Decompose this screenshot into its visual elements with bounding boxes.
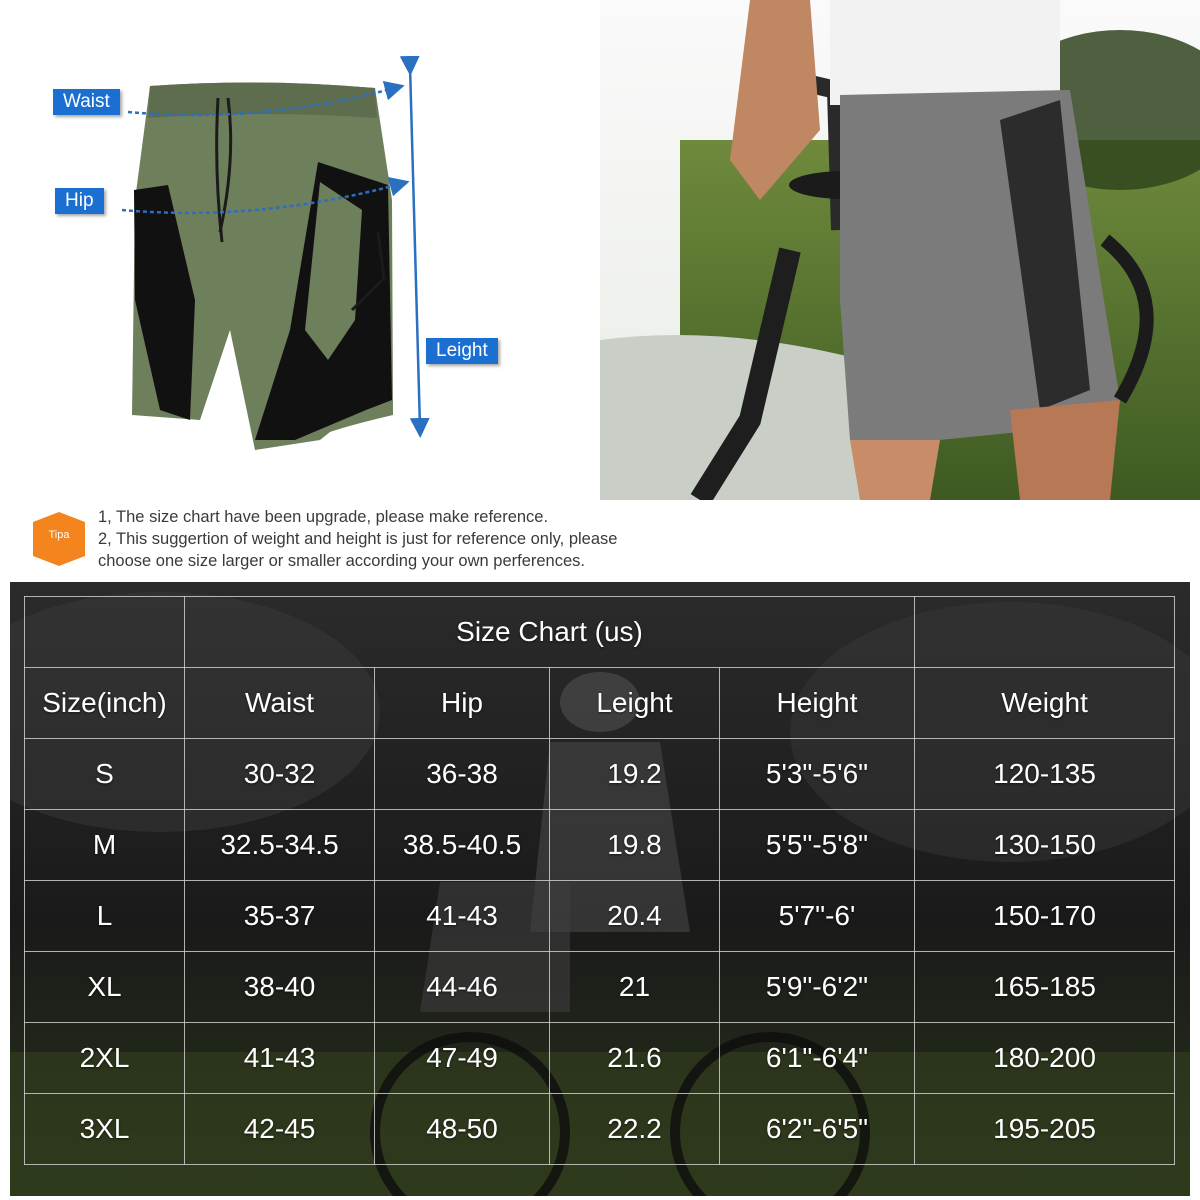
length-cell: 19.8 <box>550 810 720 881</box>
waist-cell: 42-45 <box>185 1094 375 1165</box>
header-cell: Weight <box>915 668 1175 739</box>
header-cell: Hip <box>375 668 550 739</box>
hip-cell: 41-43 <box>375 881 550 952</box>
cyclist-photo-illustration <box>600 0 1200 500</box>
waist-tag: Waist <box>53 89 120 115</box>
table-row <box>25 952 1175 1023</box>
size-cell: XL <box>25 952 185 1023</box>
height-cell: 6'1"-6'4" <box>720 1023 915 1094</box>
tips-line: 2, This suggertion of weight and height is just for reference only, please <box>98 530 618 548</box>
length-tag: Leight <box>426 338 498 364</box>
size-table <box>24 596 1175 1165</box>
waist-cell: 32.5-34.5 <box>185 810 375 881</box>
length-cell: 19.2 <box>550 739 720 810</box>
size-cell: 2XL <box>25 1023 185 1094</box>
waist-cell: 41-43 <box>185 1023 375 1094</box>
waist-cell: 35-37 <box>185 881 375 952</box>
shorts-illustration <box>0 0 600 500</box>
length-cell: 21.6 <box>550 1023 720 1094</box>
chart-title: Size Chart (us) <box>185 597 915 668</box>
weight-cell: 120-135 <box>915 739 1175 810</box>
hip-cell: 44-46 <box>375 952 550 1023</box>
header-cell: Waist <box>185 668 375 739</box>
tips-badge-label: Tipa <box>48 529 70 541</box>
hip-tag: Hip <box>55 188 104 214</box>
height-cell: 5'5"-5'8" <box>720 810 915 881</box>
size-cell: M <box>25 810 185 881</box>
hip-cell: 36-38 <box>375 739 550 810</box>
header-cell: Size(inch) <box>25 668 185 739</box>
table-row <box>25 1023 1175 1094</box>
hip-cell: 38.5-40.5 <box>375 810 550 881</box>
empty-corner-cell <box>25 597 185 668</box>
size-cell: L <box>25 881 185 952</box>
lifestyle-photo <box>600 0 1200 500</box>
table-row <box>25 810 1175 881</box>
weight-cell: 150-170 <box>915 881 1175 952</box>
length-cell: 22.2 <box>550 1094 720 1165</box>
header-cell: Leight <box>550 668 720 739</box>
length-cell: 20.4 <box>550 881 720 952</box>
tips-section <box>0 500 1200 580</box>
product-diagram <box>0 0 600 500</box>
header-row <box>25 668 1175 739</box>
title-row <box>25 597 1175 668</box>
weight-cell: 130-150 <box>915 810 1175 881</box>
size-cell: 3XL <box>25 1094 185 1165</box>
hip-cell: 48-50 <box>375 1094 550 1165</box>
length-cell: 21 <box>550 952 720 1023</box>
tips-line: choose one size larger or smaller according your own perferences. <box>98 552 585 570</box>
table-row <box>25 881 1175 952</box>
table-row <box>25 1094 1175 1165</box>
height-cell: 6'2"-6'5" <box>720 1094 915 1165</box>
weight-cell: 195-205 <box>915 1094 1175 1165</box>
height-cell: 5'3"-5'6" <box>720 739 915 810</box>
hip-cell: 47-49 <box>375 1023 550 1094</box>
weight-cell: 180-200 <box>915 1023 1175 1094</box>
header-cell: Height <box>720 668 915 739</box>
size-cell: S <box>25 739 185 810</box>
height-cell: 5'7"-6' <box>720 881 915 952</box>
size-chart <box>10 582 1190 1196</box>
tips-text <box>98 506 617 572</box>
waist-cell: 30-32 <box>185 739 375 810</box>
empty-title-cell <box>915 597 1175 668</box>
tips-badge <box>33 512 85 566</box>
weight-cell: 165-185 <box>915 952 1175 1023</box>
table-row <box>25 739 1175 810</box>
tips-line: 1, The size chart have been upgrade, please make reference. <box>98 508 549 526</box>
waist-cell: 38-40 <box>185 952 375 1023</box>
height-cell: 5'9"-6'2" <box>720 952 915 1023</box>
